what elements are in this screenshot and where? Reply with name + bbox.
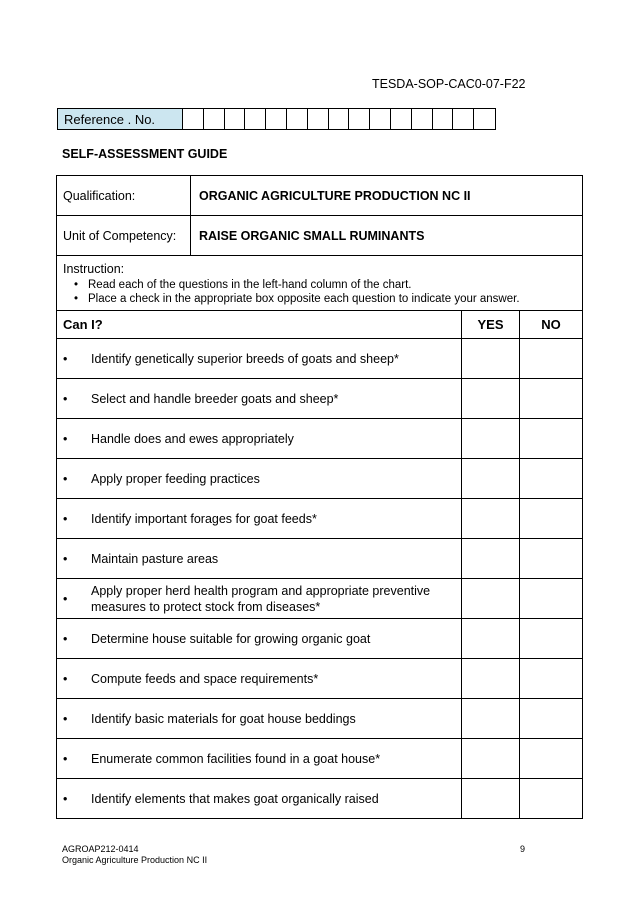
no-checkbox[interactable] [519,419,582,458]
yes-checkbox[interactable] [461,379,519,418]
reference-digit-box[interactable] [370,109,391,129]
question-text: Apply proper herd health program and appropriate preventive measures to protect stock from diseases* [91,583,431,614]
reference-digit-box[interactable] [391,109,412,129]
table-row [57,699,582,739]
header-yes: YES [461,311,519,338]
no-checkbox[interactable] [519,579,582,618]
yes-checkbox[interactable] [461,499,519,538]
question-cell [57,459,461,498]
reference-digit-box[interactable] [204,109,225,129]
question-text: Select and handle breeder goats and sheep* [91,391,339,406]
question-cell [57,779,461,818]
question-cell [57,619,461,658]
question-cell [57,379,461,418]
bullet-icon: • [63,711,68,726]
no-checkbox[interactable] [519,659,582,698]
reference-digit-box[interactable] [308,109,329,129]
footer [62,844,207,866]
instruction-text: Place a check in the appropriate box opposite each question to indicate your answer. [88,293,520,305]
reference-digit-box[interactable] [433,109,454,129]
question-cell [57,699,461,738]
reference-digit-box[interactable] [287,109,308,129]
bullet-icon: • [63,391,68,406]
bullet-icon: • [63,591,68,606]
question-cell [57,739,461,778]
question-text: Maintain pasture areas [91,551,219,566]
question-text: Identify genetically superior breeds of goats and sheep* [91,351,399,366]
footer-title: Organic Agriculture Production NC II [62,855,208,865]
reference-number-row [57,108,496,130]
table-row [57,739,582,779]
reference-digit-box[interactable] [245,109,266,129]
no-checkbox[interactable] [519,339,582,378]
instruction-heading: Instruction: [63,262,125,276]
no-checkbox[interactable] [519,699,582,738]
table-row [57,659,582,699]
reference-digit-box[interactable] [266,109,287,129]
question-cell [57,339,461,378]
yes-checkbox[interactable] [461,459,519,498]
question-text: Handle does and ewes appropriately [91,431,294,446]
reference-label: Reference . No. [58,109,183,129]
table-row [57,579,582,619]
bullet-icon: • [63,751,68,766]
table-row [57,539,582,579]
reference-digit-box[interactable] [412,109,433,129]
reference-digit-box[interactable] [453,109,474,129]
question-cell [57,659,461,698]
qualification-row [57,176,582,216]
no-checkbox[interactable] [519,379,582,418]
reference-digit-box[interactable] [329,109,350,129]
qualification-value: ORGANIC AGRICULTURE PRODUCTION NC II [199,188,471,203]
yes-checkbox[interactable] [461,699,519,738]
document-code: TESDA-SOP-CAC0-07-F22 [372,77,526,91]
yes-checkbox[interactable] [461,659,519,698]
bullet-icon: • [74,279,79,291]
instruction-text: Read each of the questions in the left-hand column of the chart. [88,279,412,291]
reference-digit-box[interactable] [225,109,246,129]
instruction-item [63,292,576,306]
no-checkbox[interactable] [519,459,582,498]
bullet-icon: • [63,631,68,646]
qualification-label: Qualification: [57,176,191,215]
no-checkbox[interactable] [519,499,582,538]
yes-checkbox[interactable] [461,419,519,458]
question-cell [57,419,461,458]
table-row [57,419,582,459]
question-text: Enumerate common facilities found in a goat house* [91,751,381,766]
unit-label: Unit of Competency: [57,216,191,255]
reference-digit-box[interactable] [474,109,495,129]
question-text: Identify basic materials for goat house beddings [91,711,356,726]
instruction-item [63,278,576,292]
question-cell [57,579,461,618]
no-checkbox[interactable] [519,539,582,578]
unit-row [57,216,582,256]
reference-digit-box[interactable] [349,109,370,129]
yes-checkbox[interactable] [461,579,519,618]
bullet-icon: • [63,671,68,686]
no-checkbox[interactable] [519,619,582,658]
question-text: Identify elements that makes goat organically raised [91,791,379,806]
guide-title: SELF-ASSESSMENT GUIDE [62,147,228,161]
bullet-icon: • [74,293,79,305]
yes-checkbox[interactable] [461,779,519,818]
bullet-icon: • [63,551,68,566]
yes-checkbox[interactable] [461,739,519,778]
bullet-icon: • [63,351,68,366]
question-text: Identify important forages for goat feeds* [91,511,317,526]
bullet-icon: • [63,511,68,526]
page-number: 9 [520,844,526,854]
table-row [57,499,582,539]
yes-checkbox[interactable] [461,539,519,578]
table-row [57,619,582,659]
bullet-icon: • [63,791,68,806]
table-row [57,459,582,499]
question-text: Compute feeds and space requirements* [91,671,319,686]
footer-code: AGROAP212-0414 [62,844,139,854]
no-checkbox[interactable] [519,779,582,818]
assessment-table [56,175,583,819]
table-header-row [57,311,582,339]
yes-checkbox[interactable] [461,619,519,658]
table-row [57,339,582,379]
instruction-block [57,256,582,311]
reference-digit-box[interactable] [183,109,204,129]
yes-checkbox[interactable] [461,339,519,378]
no-checkbox[interactable] [519,739,582,778]
bullet-icon: • [63,431,68,446]
table-row [57,779,582,818]
question-text: Determine house suitable for growing organic goat [91,631,371,646]
question-text: Apply proper feeding practices [91,471,260,486]
header-no: NO [519,311,582,338]
unit-value: RAISE ORGANIC SMALL RUMINANTS [199,228,425,243]
header-question: Can I? [63,317,103,332]
bullet-icon: • [63,471,68,486]
table-row [57,379,582,419]
question-cell [57,539,461,578]
question-cell [57,499,461,538]
